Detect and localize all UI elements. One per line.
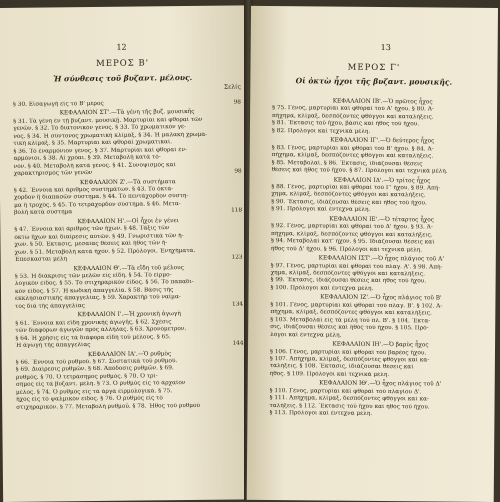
- toc-line: § 83. Γένος, μαρτυρίαι καὶ φθοραὶ τοῦ Β' ἤχου. § 84. Ἀ-: [271, 144, 434, 153]
- toc-line: § 81. Ἔκτασις τοῦ ἤχου, βάσις καὶ ἦθος τοῦ ἤχου.: [271, 120, 420, 128]
- toc-line: πήχημα, κλίμαξ, δεσπόζοντες φθόγγοι καὶ καταλήξεις.: [270, 309, 432, 317]
- toc-line: χημα, κλίμαξ, δεσπόζοντες φθόγγοι καὶ καταλήξεις.: [271, 191, 426, 199]
- toc-line: § 82. Πρόλογοι καὶ τεχνικὰ μέλη.: [271, 127, 371, 135]
- toc-line: ἤχος εἰς τὸ ψαλμικὸν εἶδος. § 76. Ὁ ρυθμὸς εἰς τὸ: [16, 395, 163, 404]
- page-column-label: Σελίς: [223, 83, 241, 91]
- chapter-heading: ΚΕΦΑΛΑΙΟΝ ΣΤ'.—Τὰ γένη τῆς βυζ. μουσικῆς: [59, 109, 195, 117]
- chapter-heading: ΚΕΦΑΛΑΙΟΝ Θ'.—Τὰ εἴδη τοῦ μέλους: [73, 264, 184, 272]
- chapter-heading: ΚΕΦΑΛΑΙΟΝ ΙΖ'.—Ὁ ἦχος πλάγιος τοῦ Β': [320, 294, 442, 302]
- toc-lines: [269, 96, 493, 419]
- left-page: [0, 5, 251, 502]
- toc-line: § 110. Γένος, μαρτυρίαι καὶ φθοραὶ τοῦ πλαγίου Δ'.: [269, 387, 422, 396]
- chapter-heading: ΚΕΦΑΛΑΙΟΝ Ι'.—Ἡ χρονικὴ ἀγωγὴ: [77, 311, 181, 319]
- toc-line: § 31. Τὰ γένη ἐν τῇ βυζαντ. μουσικῇ. Μαρτυρίαι καὶ φθοραὶ τῶν: [13, 116, 203, 125]
- toc-line: § 61. Ἔννοια καὶ εἴδη χρονικῆς ἀγωγῆς. § 62. Σχέσις: [15, 318, 172, 327]
- toc-line: § 92. Γένος, μαρτυρίαι καὶ φθοραὶ τοῦ Δ' ἤχου. § 93. Ἀ-: [271, 223, 433, 231]
- toc-line: ἐκκλησιαστικῆς ἀπαγγελίας. § 59. Χαρακτὴρ τοῦ ναΐμα-: [15, 294, 181, 303]
- page-reference: 98: [234, 168, 242, 175]
- toc-line: τῶν διαφόρων ἀγωγῶν πρὸς ἀλλήλας. § 63. Χρονόμετρον.: [15, 326, 187, 334]
- toc-line: λογικὸν εἶδος. § 55. Τὸ στιχηραρικὸν εἶδος. § 56. Τὸ παπαδι-: [14, 279, 194, 288]
- chapter-heading: ΚΕΦΑΛΑΙΟΝ Η'.—Οἱ ἦχοι ἐν γένει: [77, 217, 179, 225]
- toc-line: § 75. Γένος, μαρτυρίαι καὶ φθοραὶ τοῦ Α' ἤχου. § 80. Ἀ-: [272, 105, 434, 113]
- toc-line: ρυθμός. § 70. Ὁ τετράσημος ρυθμός. § 70. Ὁ τρί-: [15, 373, 158, 381]
- toc-line: § 99. Ἔκτασις, ἰδιάζουσαι θέσεις καὶ ἦθος τοῦ ἤχου.: [270, 277, 427, 285]
- chapter-heading: ΚΕΦΑΛΑΙΟΝ Ζ'.—Τὰ συστήματα: [79, 178, 176, 186]
- toc-line: § 69. Διαίρεσις ρυθμῶν. § 68. Ἀπόδοσις ρυθμῶν. § 69.: [15, 365, 174, 374]
- toc-line: πήχημα, κλίμαξ, δεσπόζοντες φθόγγοι καὶ καταλήξεις.: [270, 230, 433, 239]
- toc-line: ταλήξεις. § 108. Ἔκτασις, ἰδιάζουσαι θέσεις καὶ: [269, 363, 414, 371]
- toc-line: μα ἢ τροχός. § 45. Τὸ τετράχορδον σύστημα. § 46. Μετα-: [14, 200, 181, 209]
- part-subheading: Ἡ σύνθεσις τοῦ βυζαντ. μέλους.: [53, 72, 193, 84]
- toc-line: § 103. Μεταβολαί εἰς τὰ μέλη τοῦ πλ. Β'. § 104. Ἔκτα-: [270, 316, 431, 325]
- toc-line: χων. § 51. Μεταβολὴ κατὰ ἦχον. § 52. Πρόλογοι. Ἐνηχήματα.: [14, 247, 196, 256]
- toc-line: γενῶν. § 32. Τὸ διατονικὸν γένος. § 33. Τὸ χρωματικὸν γέ-: [13, 124, 187, 133]
- toc-line: § 94. Μεταβολαί κατ' ἦχον. § 95. Ἰδιάζουσαι θέσεις καὶ: [270, 238, 435, 246]
- toc-line: λογοι καὶ ἐντεχνα μέλη.: [270, 331, 342, 339]
- toc-line: § 85. Μεταβολαί. § 86. Ἔκτασις, ἰδιάζουσαι θέσεις: [271, 159, 423, 167]
- page-reference: 134: [232, 301, 244, 308]
- toc-line: § 53. Ἡ διάκρισις τῶν μελῶν εἰς εἴδη. § 54. Τὸ εἱρμο-: [14, 272, 172, 280]
- chapter-heading: ΚΕΦΑΛΑΙΟΝ ΙΔ'.—Ὁ τρίτος ἦχος: [333, 177, 431, 184]
- toc-line: πήχημα, κλίμαξ, δεσπόζοντες φθόγγοι καὶ καταλήξεις.: [272, 112, 434, 121]
- toc-line: 144 Ἡ ἀγωγὴ τῆς ἀπαγγελίας: [15, 340, 244, 349]
- toc-line: σημος εἰς τὰ βυζαντ. μέλη. § 73. Ὁ ρυθμὸς εἰς τὸ ἀρχαῖον: [15, 380, 186, 389]
- page-reference: 123: [231, 254, 243, 261]
- part-subheading: Οἱ ὀκτὼ ἦχοι τῆς βυζαντ. μουσικῆς.: [295, 76, 453, 87]
- toc-line: § 91. Πρόλογοι καὶ ἐντεχνα μέλη.: [271, 206, 371, 214]
- toc-line: § 64. Ἡ χρῆσις εἰς τὰ διάφορα εἴδη τοῦ μέλους. § 65.: [15, 333, 171, 342]
- toc-line: § 42. Ἔννοια καὶ ἀριθμὸς συστημάτων. § 43. Τὸ ὀκτά-: [13, 186, 174, 194]
- part-heading: ΜΕΡΟΣ Β': [96, 58, 150, 69]
- toc-line: 123 Ἐπεσκασται μέλη: [14, 254, 243, 263]
- toc-line: § 111. Ἀπήχημα, κλίμαξ, δεσπόζοντες φθόγγοι καὶ κα-: [269, 395, 429, 403]
- toc-line: § 106. Γένος, μαρτυρίαι καὶ φθοραὶ τοῦ βαρέος ἤχου.: [269, 348, 427, 356]
- toc-line: ἦθος. § 109. Πρόλογοι καὶ τεχνικὰ μέλη.: [269, 370, 390, 378]
- chapter-heading: ΚΕΦΑΛΑΙΟΝ ΙΣΤ'.—Ὁ ἦχος πλάγιος τοῦ Α': [318, 255, 444, 263]
- page-number: 12: [116, 42, 127, 52]
- toc-line: § 101. Γένος, μαρτυρίαι καὶ φθοραὶ τοῦ πλαγ. Β'. § 102. Ἀ-: [270, 301, 443, 310]
- toc-line: § 97. Γένος, μαρτυρίαι καὶ φθοραὶ τοῦ πλαγ. Α'. § 98. Ἀπή-: [270, 262, 443, 271]
- chapter-heading: ΚΕΦΑΛΑΙΟΝ ΙΘ'.—Ὁ ἦχος πλάγιος τοῦ Δ': [319, 380, 442, 388]
- toc-line: ἦθος τοῦ Δ' ἤχου. § 96. Πρόλογοι καὶ τεχνικὰ μέλη.: [270, 245, 423, 253]
- part-heading: ΜΕΡΟΣ Γ': [347, 62, 401, 74]
- toc-line: § 90. Ἔκτασις, ἰδιάζουσαι θέσεις καὶ ἦθος τοῦ ἤχου.: [271, 198, 427, 207]
- chapter-heading: ΚΕΦΑΛΑΙΟΝ ΙΓ'.—Ὁ δεύτερος ἦχος: [330, 137, 435, 145]
- toc-line: § 47. Ἔννοια καὶ ἀριθμὸς τῶν ἤχων. § 48. Τάξις τῶν: [14, 225, 170, 234]
- toc-line: στιχηραρικὸν. § 77. Μεταβολὴ ρυθμοῦ. § 78. Ἦθος τοῦ ρυθμοῦ: [16, 402, 201, 411]
- toc-line: 98 § 30. Εἰσαγωγὴ εἰς τὸ Β' μέρος: [12, 99, 242, 108]
- toc-line: τικὴ κλίμαξ. § 35. Μαρτυρίαι καὶ φθοραὶ χρωματικαί.: [13, 139, 173, 148]
- toc-line: ὀκτὼ ἤχων καὶ διαίρεσις αὐτῶν. § 49. Γνωριστικὰ τῶν ἤ-: [14, 232, 184, 241]
- toc-line: § 36. Τὸ ἐναρμόνιον γένος. § 37. Μαρτυρίαι καὶ φθοραὶ ἐν-: [13, 146, 188, 155]
- page-reference: 118: [231, 207, 243, 214]
- chapter-heading: ΚΕΦΑΛΑΙΟΝ ΙΒ'.—Ὁ πρῶτος ἦχος: [332, 98, 433, 106]
- toc-line: § 88. Γένος, μαρτυρίαι καὶ φθοραὶ τοῦ Γ' ἤχου. § 89. Ἀπή-: [271, 184, 441, 192]
- chapter-heading: ΚΕΦΑΛΑΙΟΝ ΙΑ'.—Ὁ ρυθμὸς: [87, 350, 172, 358]
- toc-line: χημα, κλίμαξ, δεσπόζοντες φθόγγοι καὶ καταλήξεις.: [270, 269, 425, 278]
- toc-line: κὸν εἶδος. § 57. Ἡ κωδικὴ ἀπαγγελία. § 58. Βάσις τῆς: [14, 287, 174, 295]
- toc-line: μέλος. § 74. Ὁ ρυθμὸς εἰς τὰ ἀργὰ εἱρμολογικὰ. § 75.: [15, 387, 173, 396]
- toc-line: § 100. Πρόλογοι καὶ ἐντεχνα μέλη.: [270, 284, 374, 292]
- toc-line: αρμόνιοι. § 38. Αἱ χρόαι. § 39. Μεταβολὴ κατὰ τό-: [13, 154, 161, 163]
- chapter-heading: ΚΕΦΑΛΑΙΟΝ ΙΕ'.—Ὁ τέταρτος ἦχος: [329, 216, 434, 224]
- chapter-heading: ΚΕΦΑΛΑΙΟΝ ΙΗ'.—Ὁ βαρὺς ἦχος: [332, 341, 429, 349]
- toc-line: 98 χαρακτηρισμὸς τῶν γενῶν: [13, 168, 242, 177]
- toc-line: 134 τος διὰ τῆς ἀπαγγελίας: [15, 301, 244, 310]
- toc-line: σις, ἰδιάζουσαι θέσεις καὶ ἦθος τοῦ ἤχου. § 105. Πρό-: [270, 324, 429, 332]
- toc-line: ταλήξεις. § 112. Ἔκτασις τοῦ ἤχου καὶ ἦθος τοῦ ἤχου.: [269, 402, 430, 411]
- toc-line: § 66. Ἔννοια τοῦ ρυθμοῦ. § 67. Συστατικὰ τοῦ ρυθμοῦ.: [15, 358, 178, 366]
- toc-line: 118 βολὴ κατὰ σύστημα: [14, 207, 243, 217]
- toc-line: νον. § 40. Μεταβολὴ κατὰ γένος. § 41. Συνοψισμὸς καὶ: [13, 161, 176, 170]
- toc-line: § 113. Πρόλογοι καὶ ἐντεχνα μέλη.: [269, 410, 373, 418]
- page-reference: 144: [232, 340, 244, 347]
- toc-line: § 107. Ἀπήχημα, κλίμαξ, δεσπόζοντες φθόγγοι καὶ κα-: [269, 355, 430, 364]
- page-reference: 98: [233, 99, 242, 106]
- toc-line: νος. § 34. Ἡ σύντονος χρωματικὴ κλίμαξ. § 34. Ἡ μαλακὴ χρωμα-: [13, 131, 208, 140]
- toc-line: πήχημα, κλίμαξ, δεσπόζοντες φθόγγοι καὶ καταλήξεις.: [271, 152, 434, 160]
- toc-line: θέσεις καὶ ἦθος τοῦ ἤχου. § 87. Πρόλογοι καὶ τεχνικὰ μέλη.: [271, 167, 448, 175]
- right-page: [247, 6, 498, 502]
- toc-line: χορδον ἢ διαπασῶν σύστημα. § 44. Τὸ πεντάχορδον σύστη-: [13, 193, 189, 202]
- toc-lines: [13, 99, 244, 411]
- page-number: 13: [380, 42, 391, 53]
- toc-line: χων. § 50. Ἐκτασις, μεσαίας θέσεις καὶ ἦθος τῶν ἤ-: [14, 240, 168, 248]
